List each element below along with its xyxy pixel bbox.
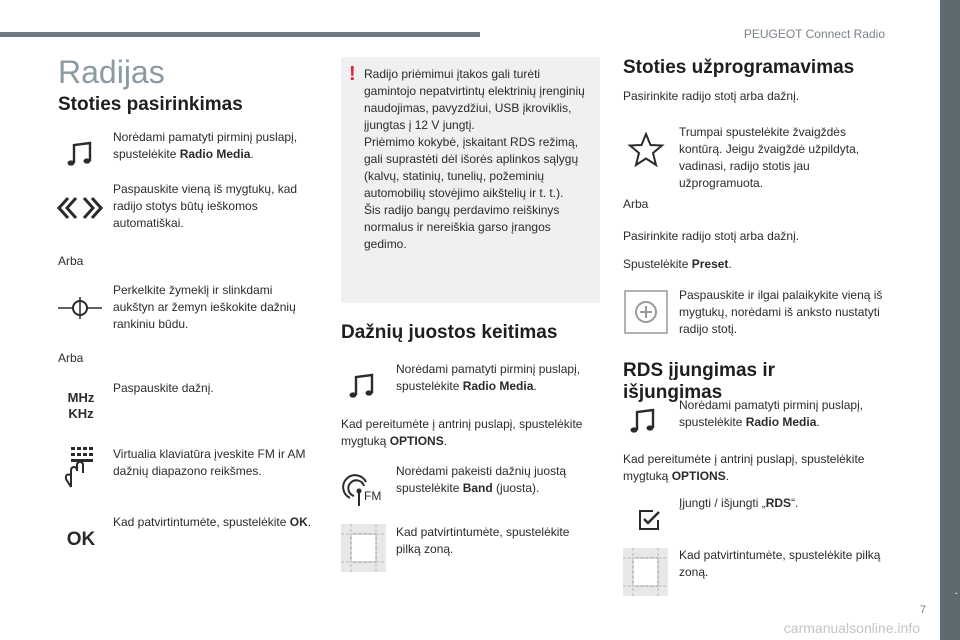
ok-icon: OK bbox=[66, 529, 96, 550]
col3-item2: Paspauskite ir ilgai palaikykite vieną iš mygtukų, norėdami iš anksto nustatyti radijo stotį. bbox=[679, 288, 883, 336]
col3-item4: Įjungti / išjungti „RDS“. bbox=[679, 496, 799, 510]
col2-item1: Norėdami pamatyti pirminį puslapį, spustelėkite Radio Media. bbox=[396, 362, 581, 393]
col1-arba2: Arba bbox=[58, 351, 84, 365]
col2-item2: Norėdami pakeisti dažnių juostą spustelėkite Band (juosta). bbox=[396, 464, 567, 495]
section-title: Radijas bbox=[58, 54, 165, 90]
side-strip bbox=[940, 0, 960, 640]
col1-item5: Virtualia klaviatūra įveskite FM ir AM dažnių diapazono reikšmes. bbox=[113, 447, 306, 478]
grey-zone-icon bbox=[623, 548, 668, 596]
col3-item5: Kad patvirtintumėte, spustelėkite pilką zoną. bbox=[679, 548, 881, 579]
col3-item1: Trumpai spustelėkite žvaigždės kontūrą. Jeigu žvaigždė užpildyta, vadinasi, radijo stotis jau užprogramuota. bbox=[679, 125, 860, 190]
grey-zone-icon bbox=[341, 524, 386, 572]
seek-arrows-icon bbox=[56, 193, 104, 223]
col2-heading: Dažnių juostos keitimas bbox=[341, 322, 558, 343]
col1-arba1: Arba bbox=[58, 254, 84, 268]
radio-fm-icon: FM bbox=[342, 472, 384, 508]
col3-heading2: RDS įjungimas ir išjungimas bbox=[623, 360, 776, 403]
col1-item3: Perkelkite žymeklį ir slinkdami aukštyn ar žemyn ieškokite dažnių rankiniu būdu. bbox=[113, 283, 296, 331]
col2-item3: Kad patvirtintumėte, spustelėkite pilką zoną. bbox=[396, 525, 570, 556]
col3-para1: Pasirinkite radijo stotį arba dažnį. bbox=[623, 89, 800, 103]
music-note-icon bbox=[625, 407, 661, 437]
tuning-slider-icon bbox=[56, 293, 104, 323]
warning-text: Radijo priėmimui įtakos gali turėti gamintojo nepatvirtintų elektrinių įrenginių naudojimas, pavyzdžiui, USB įkroviklis, įjungtas į 12 V jungtį. Priėmimo kokybė, įskaitant RDS režimą, gali suprastėti dėl išorės aplinkos sąlygų (kalvų, statinių, tunelių, požeminių automobilių stovėjimo aikštelių ir t. t.). Šis radijo bangų perdavimo reiškinys normalus ir nereiškia garso įrangos gedimo. bbox=[364, 67, 585, 251]
col2-para1: Kad pereitumėte į antrinį puslapį, spustelėkite mygtuką OPTIONS. bbox=[341, 417, 583, 448]
watermark: carmanualsonline.info bbox=[783, 620, 920, 636]
keyboard-touch-icon bbox=[60, 445, 102, 489]
col3-heading1: Stoties užprogramavimas bbox=[623, 57, 855, 78]
mhz-khz-icon: MHz KHz bbox=[67, 390, 95, 421]
col1-heading: Stoties pasirinkimas bbox=[58, 94, 243, 115]
col1-item2: Paspauskite vieną iš mygtukų, kad radijo stotys būtų ieškomos automatiškai. bbox=[113, 182, 298, 230]
warning-box bbox=[341, 57, 600, 303]
side-marker: . bbox=[954, 583, 958, 597]
col3-para3: Spustelėkite Preset. bbox=[623, 257, 732, 271]
page-number: 7 bbox=[919, 604, 926, 616]
col1-item4: Paspauskite dažnį. bbox=[113, 381, 214, 395]
checkbox-icon bbox=[636, 507, 662, 533]
star-outline-icon bbox=[625, 130, 667, 170]
running-header: PEUGEOT Connect Radio bbox=[743, 27, 885, 41]
col3-para2: Pasirinkite radijo stotį arba dažnį. bbox=[623, 229, 800, 243]
col3-arba: Arba bbox=[623, 197, 649, 211]
col1-item6: Kad patvirtintumėte, spustelėkite OK. bbox=[113, 515, 312, 529]
col3-para4: Kad pereitumėte į antrinį puslapį, spustelėkite mygtuką OPTIONS. bbox=[623, 452, 865, 483]
col1-item1: Norėdami pamatyti pirminį puslapį, spustelėkite Radio Media. bbox=[113, 130, 298, 161]
preset-plus-icon bbox=[624, 290, 668, 334]
music-note-icon bbox=[62, 140, 98, 170]
warning-icon: ! bbox=[349, 63, 356, 85]
header-bar bbox=[0, 32, 480, 37]
col3-item3: Norėdami pamatyti pirminį puslapį, spustelėkite Radio Media. bbox=[679, 398, 864, 429]
music-note-icon bbox=[344, 372, 380, 402]
